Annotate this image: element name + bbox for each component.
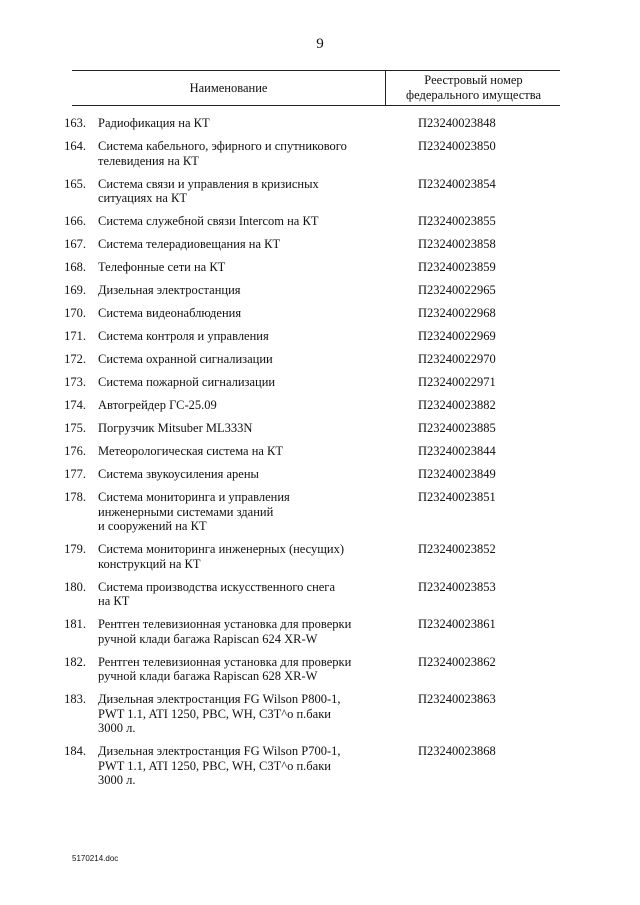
table-row: [0, 139, 640, 168]
row-registry-number: П23240023852: [418, 542, 496, 556]
row-number: 173.: [64, 375, 86, 389]
row-name: Система служебной связи Intercom на КТ: [98, 214, 319, 228]
table-body: [0, 116, 640, 796]
registry-number-column-header: [385, 71, 561, 105]
table-row: [0, 692, 640, 736]
table-row: [0, 617, 640, 646]
row-registry-number: П23240023848: [418, 116, 496, 130]
row-number: 178.: [64, 490, 86, 504]
table-row: [0, 306, 640, 321]
row-number: 164.: [64, 139, 86, 153]
row-registry-number: П23240023851: [418, 490, 496, 504]
row-name: Система контроля и управления: [98, 329, 269, 343]
row-name: Автогрейдер ГС-25.09: [98, 398, 217, 412]
row-number: 184.: [64, 744, 86, 758]
table-row: [0, 444, 640, 459]
row-number: 171.: [64, 329, 86, 343]
row-registry-number: П23240023868: [418, 744, 496, 758]
table-header: [72, 70, 560, 106]
row-registry-number: П23240023849: [418, 467, 496, 481]
row-number: 166.: [64, 214, 86, 228]
row-registry-number: П23240022970: [418, 352, 496, 366]
table-row: [0, 744, 640, 788]
table-row: [0, 214, 640, 229]
row-number: 169.: [64, 283, 86, 297]
row-registry-number: П23240023859: [418, 260, 496, 274]
row-name: Система телерадиовещания на КТ: [98, 237, 281, 251]
row-registry-number: П23240023863: [418, 692, 496, 706]
row-registry-number: П23240022968: [418, 306, 496, 320]
row-name: Система связи и управления в кризисных ситуациях на КТ: [98, 176, 319, 205]
footer-filename: 5170214.doc: [72, 854, 119, 863]
table-row: [0, 580, 640, 609]
row-name: Дизельная электростанция: [98, 283, 241, 297]
row-registry-number: П23240023882: [418, 398, 496, 412]
table-row: [0, 329, 640, 344]
row-number: 176.: [64, 444, 86, 458]
table-row: [0, 352, 640, 367]
row-name: Система видеонаблюдения: [98, 306, 242, 320]
row-name: Рентген телевизионная установка для проверки ручной клади багажа Rapiscan 624 XR-W: [98, 617, 352, 646]
table-row: [0, 490, 640, 534]
row-registry-number: П23240022969: [418, 329, 496, 343]
table-row: [0, 283, 640, 298]
page-number: 9: [316, 36, 324, 52]
row-number: 174.: [64, 398, 86, 412]
row-name: Метеорологическая система на КТ: [98, 444, 284, 458]
row-name: Система кабельного, эфирного и спутникового телевидения на КТ: [98, 139, 347, 168]
row-name: Система производства искусственного снега на КТ: [98, 579, 335, 608]
table-row: [0, 421, 640, 436]
row-registry-number: П23240022971: [418, 375, 496, 389]
row-registry-number: П23240023855: [418, 214, 496, 228]
row-registry-number: П23240022965: [418, 283, 496, 297]
table-row: [0, 467, 640, 482]
row-number: 182.: [64, 654, 86, 669]
row-number: 163.: [64, 116, 86, 130]
registry-header-line-2: федерального имущества: [406, 88, 541, 102]
row-registry-number: П23240023862: [418, 654, 496, 669]
table-row: [0, 260, 640, 275]
table-row: [0, 116, 640, 131]
row-number: 170.: [64, 306, 86, 320]
row-name: Рентген телевизионная установка для проверки ручной клади багажа Rapiscan 628 XR-W: [98, 654, 352, 683]
table-row: [0, 375, 640, 390]
table-row: [0, 655, 640, 684]
row-name: Система звукоусиления арены: [98, 467, 259, 481]
row-number: 180.: [64, 579, 86, 594]
row-number: 181.: [64, 617, 86, 631]
row-number: 179.: [64, 542, 86, 556]
table-row: [0, 177, 640, 206]
row-number: 183.: [64, 692, 86, 706]
row-registry-number: П23240023885: [418, 421, 496, 435]
row-name: Система мониторинга и управления инженерными системами зданий и сооружений на КТ: [98, 490, 290, 533]
row-number: 168.: [64, 260, 86, 274]
row-registry-number: П23240023861: [418, 617, 496, 631]
table-row: [0, 237, 640, 252]
row-registry-number: П23240023844: [418, 444, 496, 458]
row-number: 167.: [64, 237, 86, 251]
row-name: Радиофикация на КТ: [98, 116, 210, 130]
name-column-header: Наименование: [189, 80, 268, 95]
registry-header-line-1: Реестровый номер: [424, 73, 523, 87]
row-name: Система мониторинга инженерных (несущих) конструкций на КТ: [98, 542, 345, 571]
row-name: Система охранной сигнализации: [98, 352, 273, 366]
row-number: 172.: [64, 352, 86, 366]
row-registry-number: П23240023853: [418, 579, 496, 594]
row-number: 175.: [64, 421, 86, 435]
row-name: Телефонные сети на КТ: [98, 260, 226, 274]
row-registry-number: П23240023858: [418, 237, 496, 251]
row-name: Погрузчик Mitsuber ML333N: [98, 421, 253, 435]
row-number: 177.: [64, 467, 86, 481]
row-name: Дизельная электростанция FG Wilson P700-1, PWT 1.1, ATI 1250, PBC, WH, C3T^o п.баки 3000 л.: [98, 744, 341, 787]
row-name: Дизельная электростанция FG Wilson P800-1, PWT 1.1, ATI 1250, PBC, WH, C3T^o п.баки 3000 л.: [98, 692, 341, 735]
table-row: [0, 398, 640, 413]
row-name: Система пожарной сигнализации: [98, 375, 276, 389]
row-number: 165.: [64, 176, 86, 191]
row-registry-number: П23240023850: [418, 139, 496, 153]
table-row: [0, 542, 640, 571]
row-registry-number: П23240023854: [418, 176, 496, 191]
